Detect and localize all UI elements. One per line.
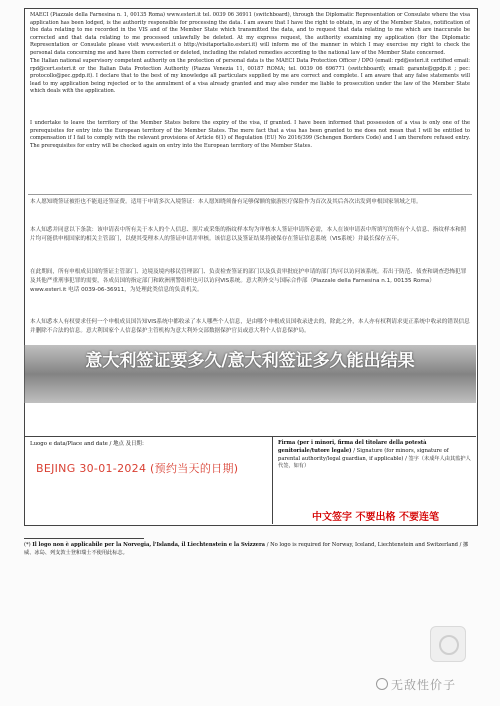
section-divider xyxy=(28,194,472,195)
chinese-paragraph-2: 本人知悉并同意以下条款：该申请表中所有关于本人的个人信息、照片或采集的指纹样本均为审核本人签证申请所必需，本人在该申请表中所填写的所有个人信息、指纹样本和照片均可能供申根国家的相关主管部门，以便其受理本人的签证申请并审核。该信息以及签证结果将被保存在签证信息系统（VIS系统）并最长保存五年。 xyxy=(30,227,467,243)
english-paragraph-2: The Italian national supervisory competent authority on the protection of personal data is the MAECI Data Protection Officer / DPO (email: rpd@esteri.it certified email: rpd@cert.esteri.it or the Italian Data Protection Authority (Piazza Venezia 11, 00187 ROMA; tel. 0039 06 696771 (switchboard); email: garante@gpdp.it ; pec: protocollo@pec.gpdp.it). I declare that to the best of my knowledge all particulars supplied by me are correct and complete. I am aware that any false statements will lead to my application being rejected or to the annulment of a visa already granted and may also render me liable to prosecution under the law of the Member State which deals with the application. xyxy=(30,58,470,95)
signature-divider xyxy=(272,436,273,524)
signature-red-note: 中文签字 不要出格 不要连笔 xyxy=(312,512,439,523)
watermark-text: 无敌性价子 xyxy=(391,678,457,692)
place-date-value: BEJING 30-01-2024 (预约当天的日期) xyxy=(36,462,239,475)
stamp-inner-ring xyxy=(439,635,459,655)
signature-label-rest: / Signature (for minors, signature of parental authority/legal guardian, if applicable) / 签字（未成年人由其监护人代签，如有） xyxy=(278,447,471,470)
chinese-paragraph-3: 在此期间，所有申根成员国的签证主管部门、边境及境内移民管理部门、负责检查签证的部门以及负责审批庇护申请的部门均可以访问该系统。若出于防范、侦查和调查恐怖犯罪及其他严重刑事犯罪的需要，各成员国的指定部门和欧洲刑警组织也可以访问VIS系统。意大利外交与国际合作部（Piazzale della Farnesina n.1, 00135 Roma）www.esteri.it 电话 0039-06-36911，为处理此类信息的负责机关。 xyxy=(30,269,467,294)
footnote-rest: / No logo is required for Norway, Iceland, Liechtenstein and Switzerland / 挪威、冰岛、列支敦士登和瑞士不使用此标志。 xyxy=(24,542,469,556)
signature-label xyxy=(278,440,472,471)
stamp-icon xyxy=(430,626,466,662)
footnote-rule xyxy=(24,538,144,539)
watermark xyxy=(376,676,456,693)
watermark-logo-icon xyxy=(376,678,388,690)
chinese-paragraph-4: 本人知悉本人有权要求任何一个申根成员国告知VIS系统中都收录了本人哪些个人信息，是由哪个申根成员国收录进去的，除此之外，本人亦有权利请求更正系统中收录的错误信息并删除不合法的信息。意大利国家个人信息保护主管机构为意大利外交部数据保护官员或意大利个人信息保护局。 xyxy=(30,319,470,335)
english-paragraph-3: I undertake to leave the territory of the Member States before the expiry of the visa, if granted. I have been informed that possession of a visa is only one of the prerequisites for entry into the European territory of the Member States. The mere fact that a visa has been granted to me does not mean that I will be entitled to compensation if I fail to comply with the relevant provisions of Article 6(1) of Regulation (EU) No 2016/399 (Schengen Borders Code) and I am therefore refused entry. The prerequisites for entry will be checked again on entry into the European territory of the Member States. xyxy=(30,120,470,149)
footnote xyxy=(24,542,476,557)
footnote-bold: Il logo non è applicabile per la Norvegia, l'Islanda, il Liechtenstein e la Svizzera xyxy=(32,542,266,548)
overlay-title: 意大利签证要多久/意大利签证多久能出结果 xyxy=(85,351,415,371)
footnote-star: (*) xyxy=(24,542,31,548)
chinese-paragraph-1: 本人愿知晓签证被拒也不能退还签证费。适用于申请多次入境签证：本人愿知晓须备有足够保额的旅游医疗保险作为首次及其后各次出发到申根国家领域之用。 xyxy=(30,199,422,205)
english-paragraph-1: MAECI (Piazzale della Farnesina n. 1, 00135 Roma) www.esteri.it tel. 0039 06 36911 (switchboard), through the Diplomatic Representation or Consulate where the visa application has been lodged, is the authority responsible for processing the data. I am aware that I have the right to obtain, in any of the Member States, notification of the data relating to me recorded in the VIS and of the Member State which transmitted the data, and to request that data relating to me which are inaccurate be corrected and that data relating to me processed unlawfully be deleted. At my express request, the authority examining my application (for the Diplomatic Representation or Consulate please visit www.esteri.it o http://visitaportalio.esteri.it) will inform me of the manner in which I may exercise my right to check the personal data concerning me and have them corrected or deleted, including the related remedies according to the national law of the Member State concerned. xyxy=(30,12,470,56)
place-date-label: Luogo e data/Place and date / 地点 及日期： xyxy=(30,441,148,447)
signature-label-bold: Firma (per i minori, firma del titolare della potestà genitoriale/tutore legale) xyxy=(278,440,427,454)
